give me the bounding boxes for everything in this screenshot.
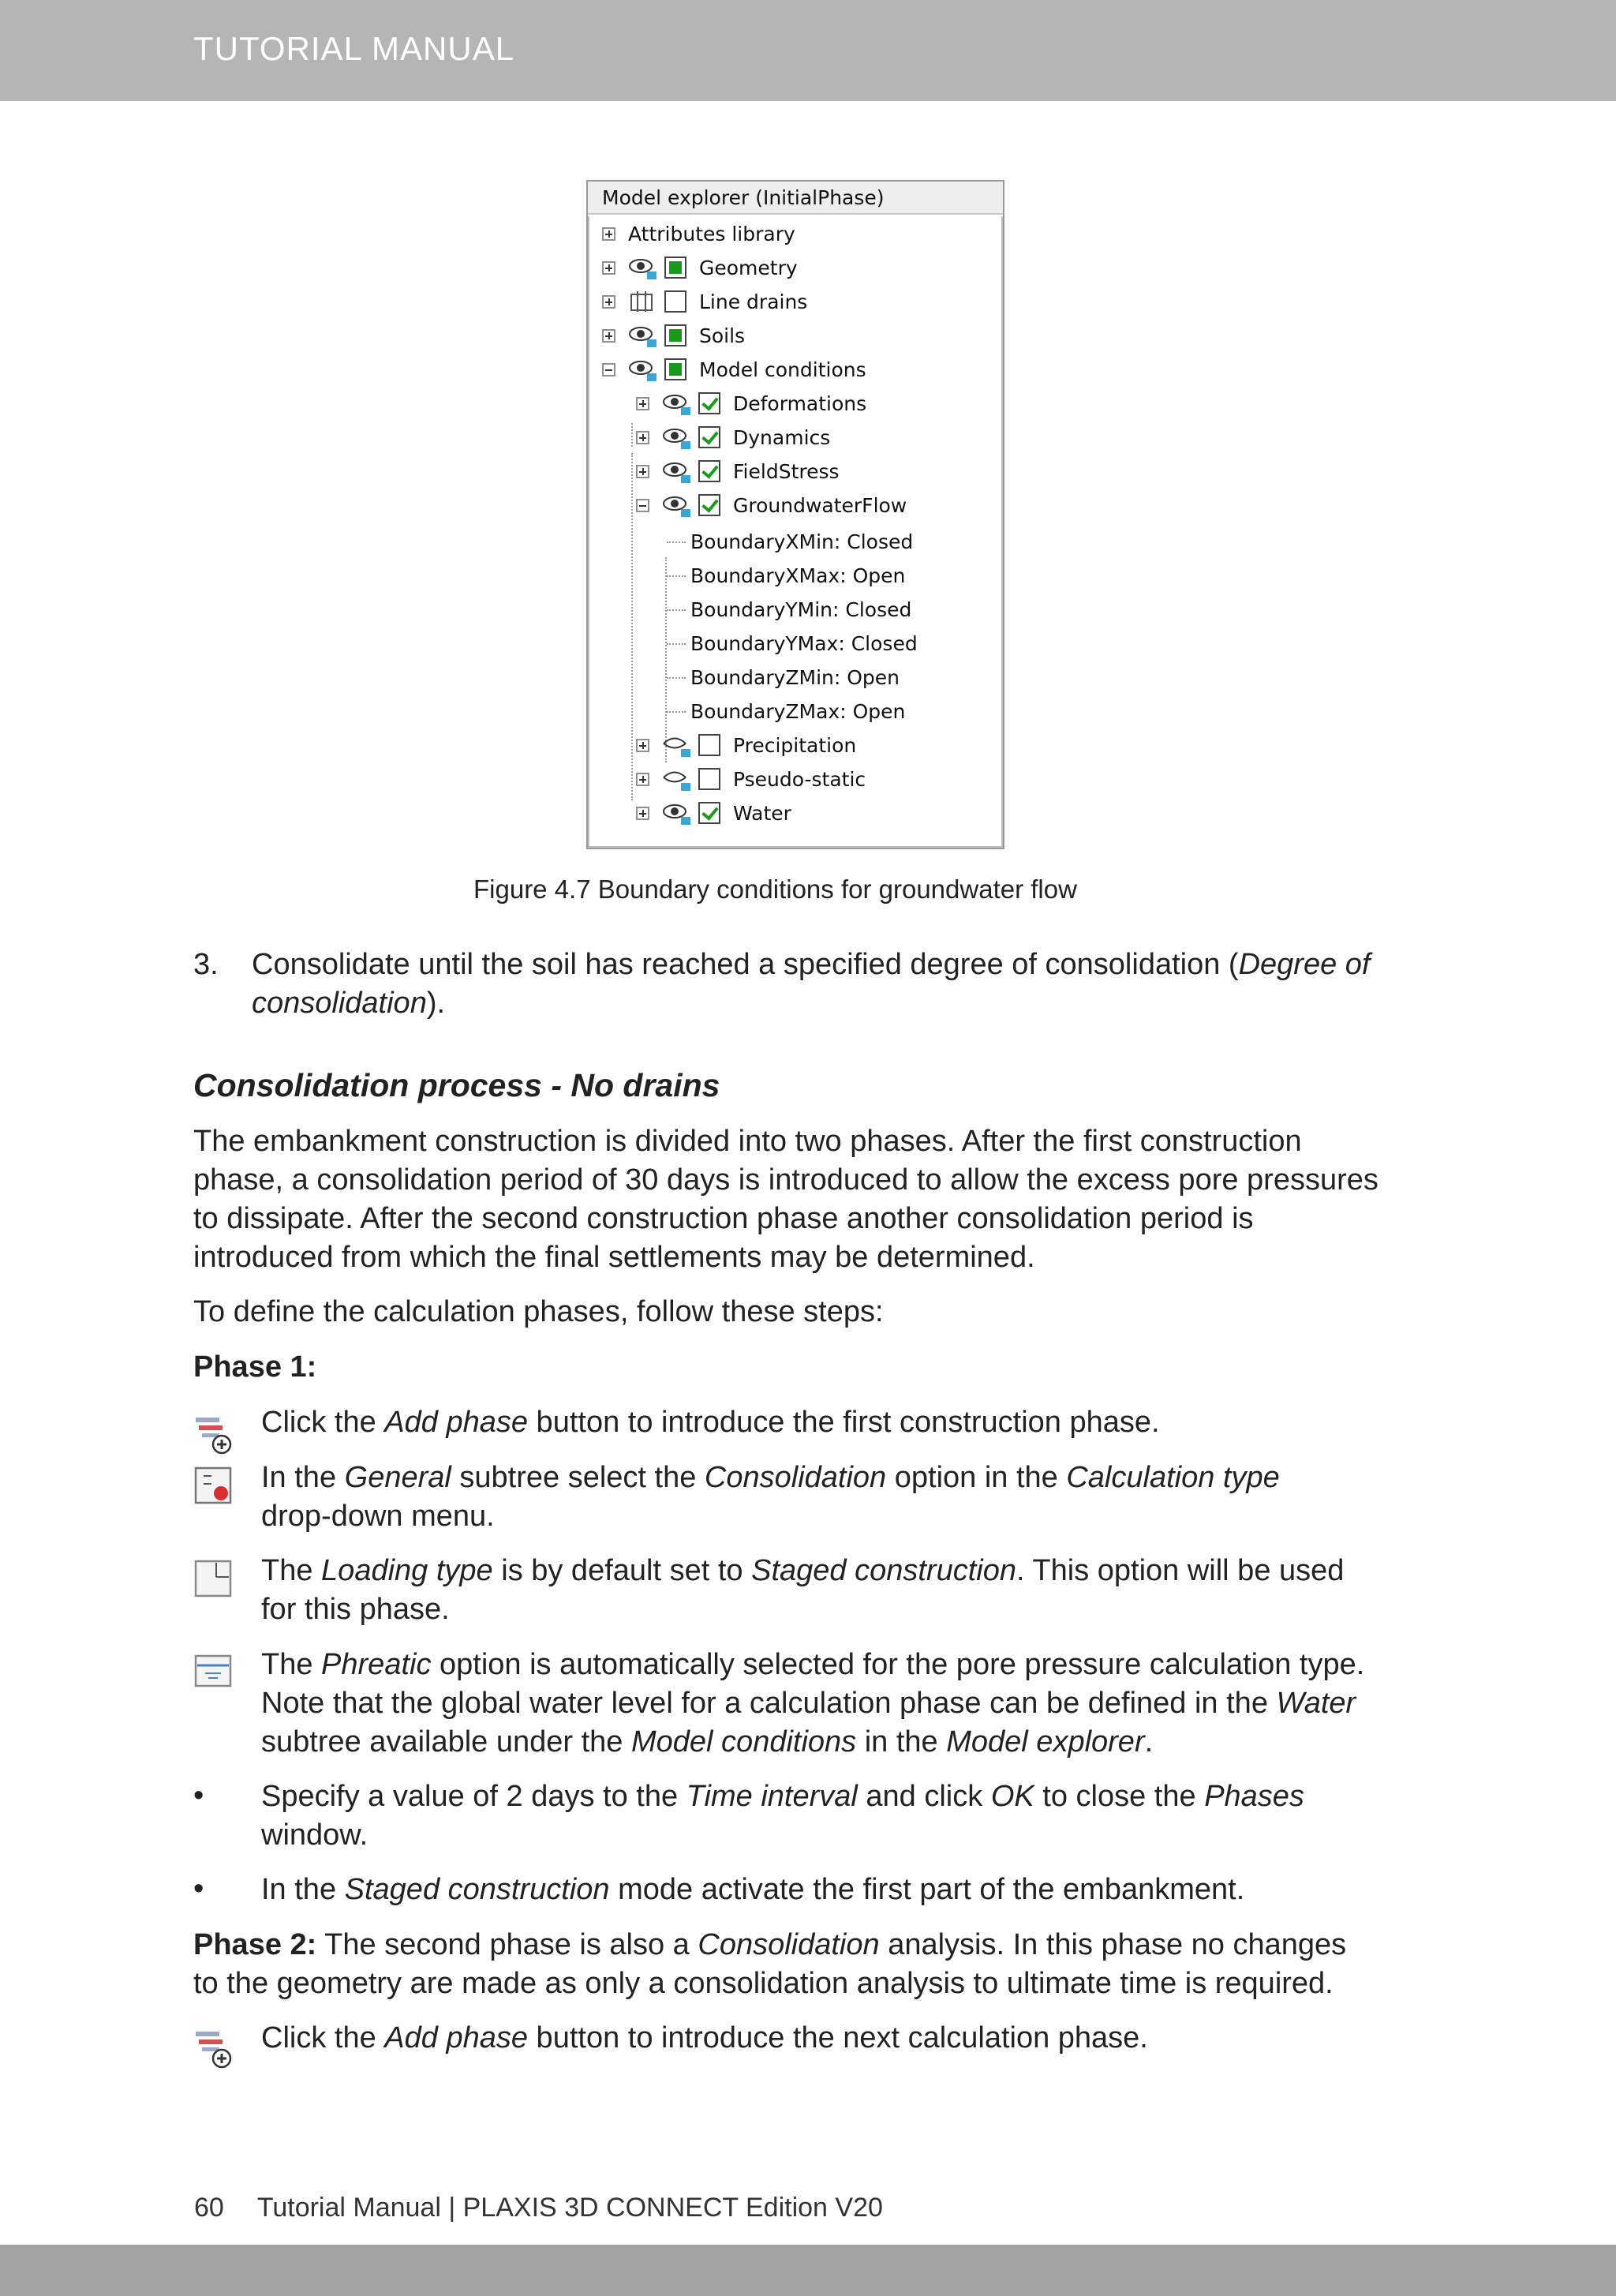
visibility-eye-icon[interactable] (662, 424, 694, 451)
model-explorer-title: Model explorer (InitialPhase) (588, 182, 1003, 215)
tree-item-line-drains[interactable] (602, 286, 807, 317)
active-checkbox[interactable] (698, 734, 720, 756)
phreatic-step (261, 1646, 1461, 1762)
text-run: . This option will be used (1016, 1554, 1345, 1587)
expand-icon[interactable] (636, 397, 649, 410)
tree-line (667, 643, 686, 645)
text-run: Note that the global water level for a calculation phase can be defined in the (261, 1687, 1277, 1720)
tree-item-label: FieldStress (733, 459, 840, 483)
expand-icon[interactable] (636, 807, 649, 820)
tree-item-geometry[interactable] (602, 252, 798, 283)
tree-item-label: Precipitation (733, 733, 857, 757)
text-run: The (261, 1554, 322, 1587)
tree-line (667, 711, 686, 713)
active-checkbox[interactable] (664, 358, 686, 380)
text-run-italic: Staged construction (751, 1554, 1016, 1587)
add-phase-icon (194, 1416, 234, 1455)
text-run: ). (426, 987, 446, 1020)
tree-item-groundwaterflow[interactable] (636, 489, 907, 521)
visibility-eye-icon[interactable] (628, 322, 660, 349)
text-line: The embankment construction is divided into two phases. After the first construction (193, 1125, 1302, 1158)
collapse-icon[interactable] (636, 499, 649, 512)
text-run: drop-down menu. (261, 1500, 495, 1533)
tree-line (667, 609, 686, 611)
text-run-italic: Phreatic (321, 1648, 432, 1681)
text-line: phase, a consolidation period of 30 days is introduced to allow the excess pore pressures (193, 1163, 1378, 1197)
calculation-type-icon (194, 1466, 234, 1506)
tree-item-boundary-xmax[interactable] (690, 560, 905, 591)
model-explorer-panel (586, 180, 1004, 849)
tree-item-label: Line drains (699, 290, 808, 313)
text-run: for this phase. (261, 1593, 450, 1626)
text-run: window. (261, 1818, 368, 1852)
text-run: to the geometry are made as only a consolidation analysis to ultimate time is required. (193, 1967, 1334, 2000)
expand-icon[interactable] (636, 739, 649, 752)
page-footer (194, 2193, 883, 2223)
text-run: Consolidate until the soil has reached a specified degree of consolidation ( (252, 948, 1239, 981)
active-checkbox[interactable] (698, 392, 720, 414)
text-run: subtree select the (451, 1461, 705, 1494)
expand-icon[interactable] (636, 465, 649, 478)
text-run-italic: Phases (1204, 1780, 1304, 1813)
text-run: The (261, 1648, 322, 1681)
tree-item-label: BoundaryXMin: Closed (690, 530, 914, 553)
page-header (0, 0, 1616, 101)
tree-line (631, 423, 633, 447)
text-run-italic: Model explorer (946, 1725, 1145, 1759)
tree-item-fieldstress[interactable] (636, 455, 840, 487)
expand-icon[interactable] (602, 329, 615, 343)
tree-item-label: BoundaryXMax: Open (690, 564, 906, 587)
text-run: is by default set to (492, 1554, 752, 1587)
visibility-eye-icon[interactable] (628, 254, 660, 281)
expand-icon[interactable] (602, 227, 615, 241)
text-run: button to introduce the next calculation phase. (528, 2021, 1148, 2054)
tree-item-boundary-zmax[interactable] (690, 695, 905, 727)
section-heading: Consolidation process - No drains (193, 1067, 720, 1103)
text-run-italic: Add phase (384, 1406, 528, 1439)
bullet-marker: • (193, 1872, 204, 1905)
tree-item-label: Pseudo-static (733, 767, 866, 791)
text-run-italic: Loading type (321, 1554, 493, 1587)
visibility-eye-icon[interactable] (662, 458, 694, 485)
tree-item-label: BoundaryZMin: Open (690, 665, 900, 689)
tree-item-boundary-ymin[interactable] (690, 594, 911, 625)
text-run: Specify a value of 2 days to the (261, 1780, 686, 1813)
expand-icon[interactable] (636, 431, 649, 444)
text-run-italic: Staged construction (344, 1873, 610, 1906)
tree-item-label: BoundaryYMax: Closed (690, 631, 918, 655)
footer-bar (0, 2245, 1616, 2296)
tree-item-label: BoundaryZMax: Open (690, 699, 906, 723)
page-number: 60 (194, 2193, 224, 2223)
tree-item-attributes-library[interactable] (602, 218, 795, 249)
tree-item-label: Model conditions (699, 358, 866, 381)
text-run: option in the (886, 1461, 1067, 1494)
text-run: The second phase is also a (316, 1928, 698, 1961)
tree-item-boundary-ymax[interactable] (690, 627, 918, 659)
active-checkbox[interactable] (698, 494, 720, 516)
visibility-eye-icon[interactable] (662, 390, 694, 417)
tree-item-label: Dynamics (733, 425, 831, 449)
time-interval-step (261, 1777, 1445, 1855)
text-run-italic: Consolidation (698, 1928, 880, 1961)
footer-title: Tutorial Manual | PLAXIS 3D CONNECT Edition V20 (256, 2193, 883, 2223)
active-checkbox[interactable] (698, 426, 720, 448)
text-run: in the (856, 1725, 947, 1759)
tree-line (667, 677, 686, 679)
active-checkbox[interactable] (664, 324, 686, 346)
tree-item-boundary-xmin[interactable] (690, 526, 913, 557)
active-checkbox[interactable] (664, 257, 686, 279)
expand-icon[interactable] (602, 295, 615, 309)
text-run: subtree available under the (261, 1725, 631, 1759)
phase-2-paragraph (193, 1926, 1440, 2003)
text-run-italic: Degree of (1238, 948, 1371, 981)
tree-item-soils[interactable] (602, 320, 745, 351)
text-run-italic: consolidation (252, 987, 427, 1020)
active-checkbox[interactable] (698, 460, 720, 482)
line-drain-icon[interactable] (628, 288, 660, 315)
text-run-italic: Water (1276, 1687, 1356, 1720)
tree-item-dynamics[interactable] (636, 421, 830, 453)
text-run-italic: Consolidation (704, 1461, 887, 1494)
header-title: TUTORIAL MANUAL (193, 30, 515, 67)
phase-2-label: Phase 2: (193, 1928, 317, 1961)
step-3-text (252, 946, 1435, 1023)
text-run-italic: General (344, 1461, 451, 1494)
text-run: Click the (261, 1406, 385, 1439)
hidden-eye-icon[interactable] (662, 766, 694, 792)
text-run: In the (261, 1461, 345, 1494)
text-run: button to introduce the first construction phase. (528, 1406, 1160, 1439)
text-run-italic: OK (990, 1780, 1034, 1813)
tree-item-model-conditions[interactable] (602, 354, 866, 385)
tree-item-label: Soils (699, 324, 746, 347)
tree-item-label: Geometry (699, 256, 798, 279)
add-phase-step-2 (261, 2019, 1148, 2058)
add-phase-icon (194, 2030, 234, 2069)
tree-line (667, 575, 686, 577)
staged-construction-step (261, 1871, 1244, 1909)
active-checkbox[interactable] (664, 290, 686, 313)
tree-line (667, 541, 686, 543)
phase-1-label: Phase 1: (193, 1350, 317, 1384)
expand-icon[interactable] (602, 261, 615, 275)
tree-item-precipitation[interactable] (636, 729, 856, 761)
text-run-italic: Calculation type (1066, 1461, 1280, 1494)
text-run: mode activate the first part of the embankment. (609, 1873, 1245, 1906)
tree-item-water[interactable] (636, 797, 791, 829)
active-checkbox[interactable] (698, 768, 720, 790)
tree-item-label: GroundwaterFlow (733, 493, 907, 517)
loading-type-step (261, 1552, 1445, 1629)
text-run: analysis. In this phase no changes (879, 1928, 1347, 1961)
text-run-italic: Time interval (686, 1780, 858, 1813)
visibility-eye-icon[interactable] (628, 356, 660, 383)
phreatic-icon (194, 1654, 234, 1689)
text-run: and click (857, 1780, 991, 1813)
visibility-eye-icon[interactable] (662, 492, 694, 519)
tree-item-deformations[interactable] (636, 388, 866, 419)
figure-caption: Figure 4.7 Boundary conditions for groundwater flow (473, 875, 1077, 904)
text-run: In the (261, 1873, 345, 1906)
tree-item-pseudo-static[interactable] (636, 763, 866, 795)
loading-type-icon (194, 1560, 234, 1599)
model-explorer-tree (588, 216, 1003, 848)
visibility-eye-icon[interactable] (662, 800, 694, 826)
tree-item-label: BoundaryYMin: Closed (690, 597, 912, 621)
text-run: option is automatically selected for the pore pressure calculation type. (431, 1648, 1365, 1681)
collapse-icon[interactable] (602, 363, 615, 376)
tree-item-label: Attributes library (628, 222, 795, 245)
text-run-italic: Add phase (384, 2021, 528, 2054)
expand-icon[interactable] (636, 773, 649, 786)
text-line: introduced from which the final settlements may be determined. (193, 1241, 1035, 1274)
text-line: to dissipate. After the second construction phase another consolidation period is (193, 1202, 1254, 1235)
text-run-italic: Model conditions (631, 1725, 857, 1759)
active-checkbox[interactable] (698, 802, 720, 824)
text-run: Click the (261, 2021, 385, 2054)
general-subtree-step (261, 1459, 1445, 1536)
paragraph-steps-intro: To define the calculation phases, follow these steps: (193, 1295, 884, 1328)
add-phase-step-1 (261, 1403, 1160, 1442)
text-run: to close the (1034, 1780, 1205, 1813)
text-run: . (1144, 1725, 1154, 1759)
tree-line (631, 453, 633, 800)
bullet-marker: • (193, 1779, 204, 1812)
paragraph-intro (193, 1122, 1424, 1277)
step-number: 3. (193, 948, 219, 981)
tree-item-label: Deformations (733, 391, 867, 415)
tree-item-boundary-zmin[interactable] (690, 661, 900, 693)
hidden-eye-icon[interactable] (662, 732, 694, 758)
tree-item-label: Water (733, 801, 791, 825)
